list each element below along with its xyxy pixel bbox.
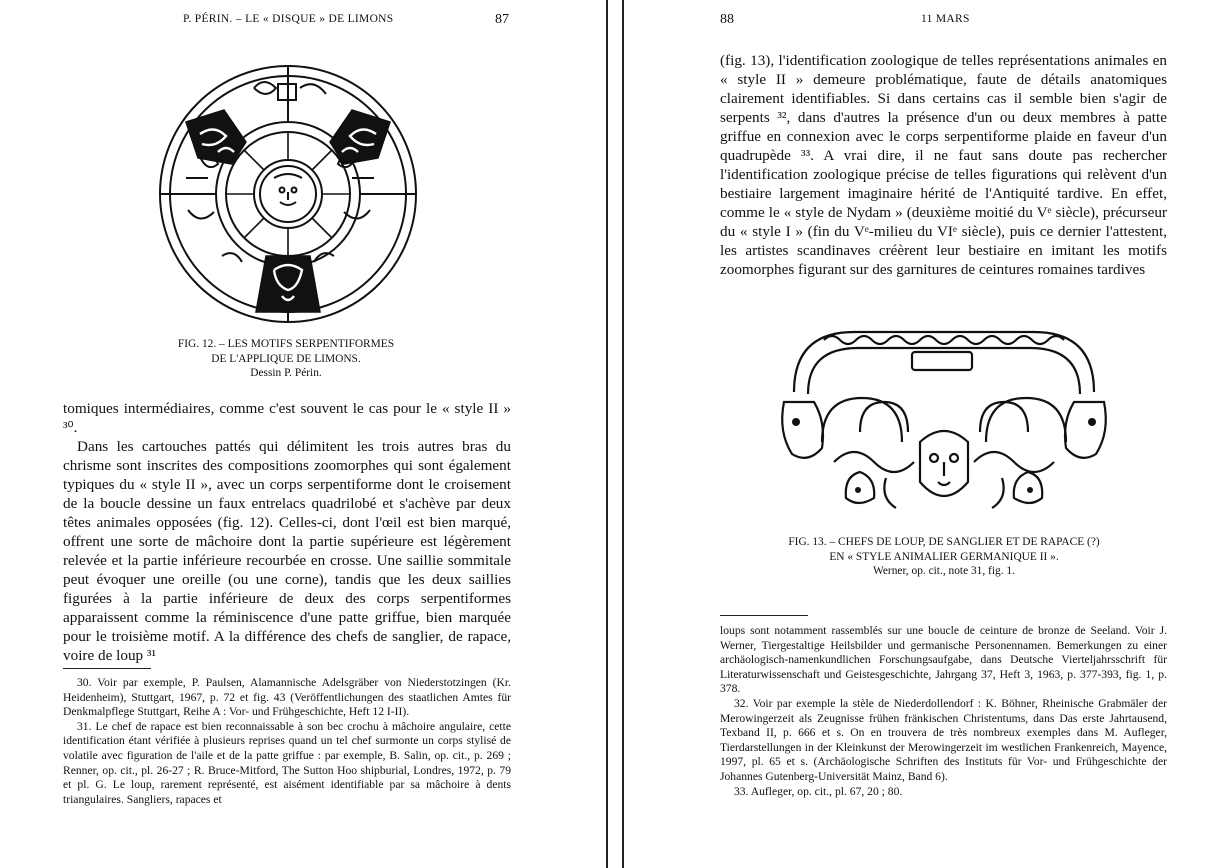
page-number-left: 87 — [495, 12, 509, 27]
page-number-right: 88 — [720, 12, 734, 27]
right-page — [624, 0, 1219, 868]
footnote-30: 30. Voir par exemple, P. Paulsen, Alamannische Adelsgräber von Niederstotzingen (Kr. Heidenheim), Stuttgart, 1967, p. 72 et fig. 43 (Veröffentlichungen des staatlichen Amtes für Denkmalpflege Stuttgart, Reihe A : Vor- und Frühgeschichte, Heft 12 I-II). — [63, 676, 511, 719]
footnote-31-continued: loups sont notamment rassemblés sur une boucle de ceinture de bronze de Seeland. Voir J. Werner, Tiergestaltige Heilsbilder und germanische Personennamen. Bemerkungen zu einer archäologisch-namenkundlichen Forschungsaufgabe, dans Deutsche Vierteljahrsschrift für Literaturwissenschaft und Geistesgeschichte, Jahrgang 37, Heft 3, 1963, p. 377-393, fig. 1, p. 378. — [720, 624, 1167, 696]
figure-13-buckle-drawing — [774, 322, 1114, 522]
page-gutter — [606, 0, 624, 868]
figure-13-caption-line2: EN « STYLE ANIMALIER GERMANIQUE II ». — [829, 550, 1059, 563]
figure-12-caption-line2: DE L'APPLIQUE DE LIMONS. — [211, 352, 361, 365]
running-head-right: 11 MARS — [921, 13, 970, 25]
right-paragraph: (fig. 13), l'identification zoologique de telles représentations animales en « style II » demeure problématique, faute de détails anatomiques clairement identifiables. Si dans certains cas il semble bien s'agir de serpents ³², dans d'autres la présence d'un ou deux membres à patte griffue en connexion avec le corps serpentiforme plaide en faveur d'un quadrupède ³³. A vrai dire, il ne faut sans doute pas rechercher l'identification zoologique précise de telles figurations qui relèvent d'un bestiaire largement imaginaire hérité de l'Antiquité tardive. En effet, comme le « style de Nydam » (deuxième moitié du Vᵉ siècle), précurseur du « style I » (fin du Vᵉ-milieu du VIᵉ siècle), puis ce dernier l'attestent, les artistes scandinaves créèrent leur bestiaire en imitant les motifs zoomorphes figurant sur des garnitures de ceintures romaines tardives — [720, 52, 1167, 278]
figure-12-caption-line3: Dessin P. Périn. — [250, 367, 322, 379]
running-head-left: P. PÉRIN. – LE « DISQUE » DE LIMONS — [183, 13, 394, 25]
left-page — [0, 0, 606, 868]
figure-13-caption-line1: FIG. 13. – CHEFS DE LOUP, DE SANGLIER ET DE RAPACE (?) — [788, 536, 1100, 548]
footnote-32: 32. Voir par exemple la stèle de Niederdollendorf : K. Böhner, Rheinische Grabmäler der Merowingerzeit als Zeugnisse frühen fränkischen Christentums, dans Das erste Jahrtausend, Texband II, p. 666 et s. On en trouvera de très nombreux exemples dans M. Aufleger, Tierdarstellungen in der Kleinkunst der Merowingerzeit im westlichen Frankenreich, Mayence, 1997, pl. 65 et s. (Archäologische Schriften des Instituts für Vor- und Frühgeschichte der Johannes Gutenberg-Universität Mainz, Band 6). — [720, 696, 1167, 783]
figure-12-caption-line1: FIG. 12. – LES MOTIFS SERPENTIFORMES — [177, 338, 395, 350]
figure-12-caption — [150, 337, 422, 381]
left-paragraph-2: Dans les cartouches pattés qui délimitent les trois autres bras du chrisme sont inscrites des compositions zoomorphes qui sont également typiques du « style II », avec un corps serpentiforme dont le croisement de la boucle dessine un faux entrelacs quadrilobé et s'achève par deux têtes animales opposées (fig. 12). Celles-ci, dont l'œil est bien marqué, offrent une sorte de mâchoire dont la partie supérieure est légèrement relevée et la partie inférieure recourbée en crosse. Une saillie sommitale peut évoquer une oreille (ou une corne), tandis que les deux saillies figurées à la partie inférieure de deux des corps serpentiformes apparaissent comme la réminiscence d'une patte griffue, bien marquée pour le troisième motif. A la différence des chefs de sanglier, de rapace, voire de loup ³¹ — [63, 438, 511, 664]
left-body-text — [63, 399, 511, 665]
footnote-31: 31. Le chef de rapace est bien reconnaissable à son bec crochu à mâchoire angulaire, cette identification étant vérifiée à plusieurs reprises quand un tel chef surmonte un corps stylisé de volatile avec figuration de l'aile et de la patte griffue : par exemple, B. Salin, op. cit., p. 269 ; Renner, op. cit., pl. 26-27 ; R. Bruce-Mitford, The Sutton Hoo shipburial, Londres, 1972, p. 79 et pl. G. Le loup, rarement représenté, est aisément identifiable par sa mâchoire à dents triangulaires. Sangliers, rapaces et — [63, 719, 511, 806]
left-paragraph-1: tomiques intermédiaires, comme c'est souvent le cas pour le « style II » ³⁰. — [63, 400, 511, 436]
footnote-33: 33. Aufleger, op. cit., pl. 67, 20 ; 80. — [734, 784, 903, 798]
figure-12-disc-drawing — [158, 60, 418, 328]
left-footnotes — [63, 676, 511, 807]
figure-13-caption-line3: Werner, op. cit., note 31, fig. 1. — [873, 565, 1015, 577]
right-footnotes — [720, 624, 1167, 799]
figure-13-caption — [764, 535, 1124, 579]
footnote-rule-left — [63, 668, 151, 669]
right-body-text — [720, 51, 1167, 279]
footnote-rule-right — [720, 615, 808, 616]
